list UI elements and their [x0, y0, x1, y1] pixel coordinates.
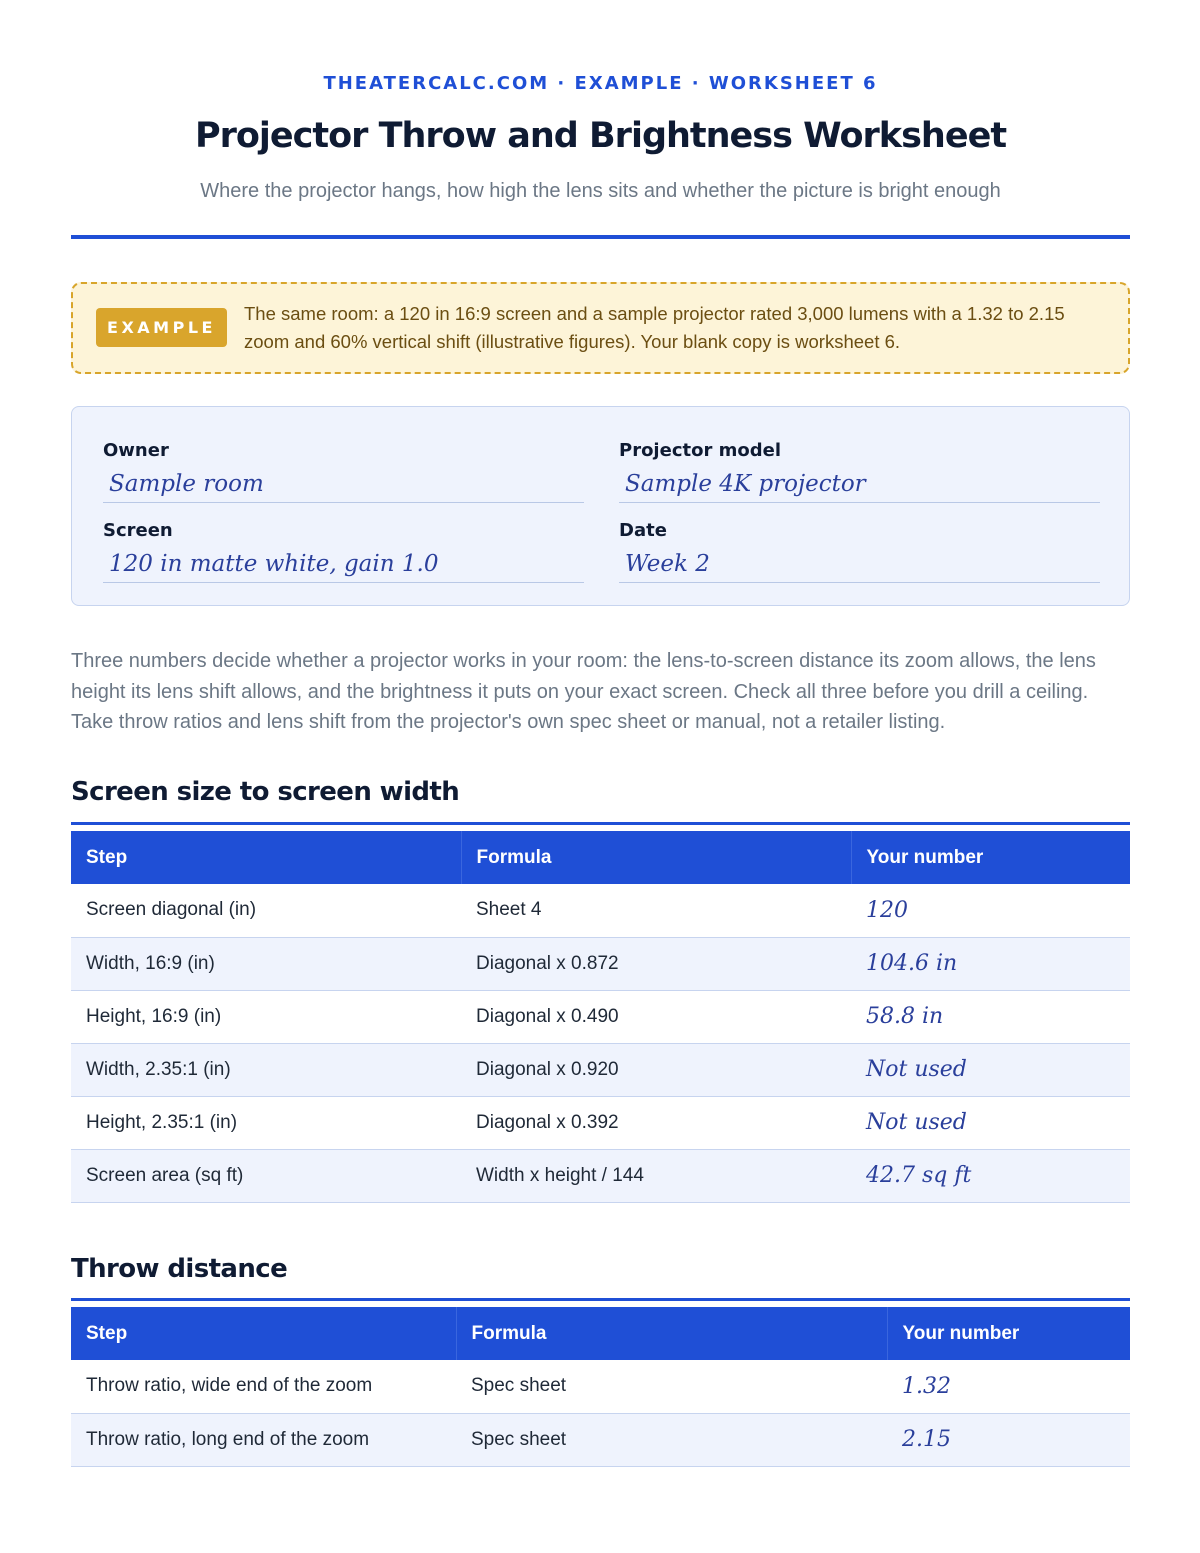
table-row — [71, 884, 1130, 937]
screen-label: Screen — [103, 520, 173, 541]
your-number-cell[interactable]: 104.6 in — [851, 937, 1130, 990]
step-cell: Screen area (sq ft) — [71, 1149, 461, 1202]
formula-cell: Sheet 4 — [461, 884, 851, 937]
screen-field — [103, 520, 584, 583]
date-field — [619, 520, 1100, 583]
table-row — [71, 1413, 1130, 1466]
section-heading-throw-distance: Throw distance — [71, 1254, 288, 1284]
formula-cell: Diagonal x 0.490 — [461, 990, 851, 1043]
projector-model-field — [619, 440, 1100, 503]
throw-distance-table — [71, 1307, 1130, 1467]
table-header-row — [71, 831, 1130, 884]
column-header-step: Step — [71, 1307, 456, 1360]
screen-size-table — [71, 831, 1130, 1203]
column-header-formula: Formula — [456, 1307, 887, 1360]
owner-label: Owner — [103, 440, 169, 461]
your-number-cell[interactable]: Not used — [851, 1096, 1130, 1149]
step-cell: Throw ratio, long end of the zoom — [71, 1413, 456, 1466]
worksheet-details — [71, 406, 1130, 606]
column-header-your-number: Your number — [887, 1307, 1130, 1360]
formula-cell: Spec sheet — [456, 1413, 887, 1466]
your-number-cell[interactable]: 120 — [851, 884, 1130, 937]
header-divider — [71, 235, 1130, 239]
projector-model-label: Projector model — [619, 440, 781, 461]
step-cell: Height, 2.35:1 (in) — [71, 1096, 461, 1149]
table-row — [71, 1043, 1130, 1096]
your-number-cell[interactable]: 42.7 sq ft — [851, 1149, 1130, 1202]
owner-value[interactable]: Sample room — [103, 469, 584, 503]
page-subtitle: Where the projector hangs, how high the lens sits and whether the picture is bright enough — [200, 180, 1001, 202]
table-row — [71, 990, 1130, 1043]
site-kicker: THEATERCALC.COM · EXAMPLE · WORKSHEET 6 — [323, 73, 878, 94]
step-cell: Width, 2.35:1 (in) — [71, 1043, 461, 1096]
column-header-step: Step — [71, 831, 461, 884]
section-divider — [71, 1298, 1130, 1301]
your-number-cell[interactable]: 1.32 — [887, 1360, 1130, 1413]
formula-cell: Diagonal x 0.920 — [461, 1043, 851, 1096]
step-cell: Screen diagonal (in) — [71, 884, 461, 937]
column-header-your-number: Your number — [851, 831, 1130, 884]
step-cell: Height, 16:9 (in) — [71, 990, 461, 1043]
column-header-formula: Formula — [461, 831, 851, 884]
table-row — [71, 1149, 1130, 1202]
screen-value[interactable]: 120 in matte white, gain 1.0 — [103, 549, 584, 583]
owner-field — [103, 440, 584, 503]
section-heading-screen-size: Screen size to screen width — [71, 777, 460, 807]
formula-cell: Diagonal x 0.872 — [461, 937, 851, 990]
table-row — [71, 1360, 1130, 1413]
step-cell: Width, 16:9 (in) — [71, 937, 461, 990]
date-value[interactable]: Week 2 — [619, 549, 1100, 583]
your-number-cell[interactable]: 58.8 in — [851, 990, 1130, 1043]
date-label: Date — [619, 520, 667, 541]
table-row — [71, 937, 1130, 990]
page-title: Projector Throw and Brightness Worksheet — [194, 116, 1007, 156]
section-divider — [71, 822, 1130, 825]
your-number-cell[interactable]: 2.15 — [887, 1413, 1130, 1466]
your-number-cell[interactable]: Not used — [851, 1043, 1130, 1096]
example-badge: EXAMPLE — [96, 308, 227, 347]
projector-model-value[interactable]: Sample 4K projector — [619, 469, 1100, 503]
intro-paragraph: Three numbers decide whether a projector works in your room: the lens-to-screen distance its zoom allows, the lens height its lens shift allows, and the brightness it puts on your exact screen. Check all three before you drill a ceiling. Take throw ratios and lens shift from the projector's own spec sheet or manual, not a retailer listing. — [71, 650, 1096, 733]
table-header-row — [71, 1307, 1130, 1360]
table-row — [71, 1096, 1130, 1149]
example-callout — [71, 282, 1130, 374]
example-text: The same room: a 120 in 16:9 screen and a sample projector rated 3,000 lumens with a 1.32 to 2.15 zoom and 60% vertical shift (illustrative figures). Your blank copy is worksheet 6. — [244, 303, 1065, 352]
step-cell: Throw ratio, wide end of the zoom — [71, 1360, 456, 1413]
formula-cell: Width x height / 144 — [461, 1149, 851, 1202]
formula-cell: Diagonal x 0.392 — [461, 1096, 851, 1149]
formula-cell: Spec sheet — [456, 1360, 887, 1413]
